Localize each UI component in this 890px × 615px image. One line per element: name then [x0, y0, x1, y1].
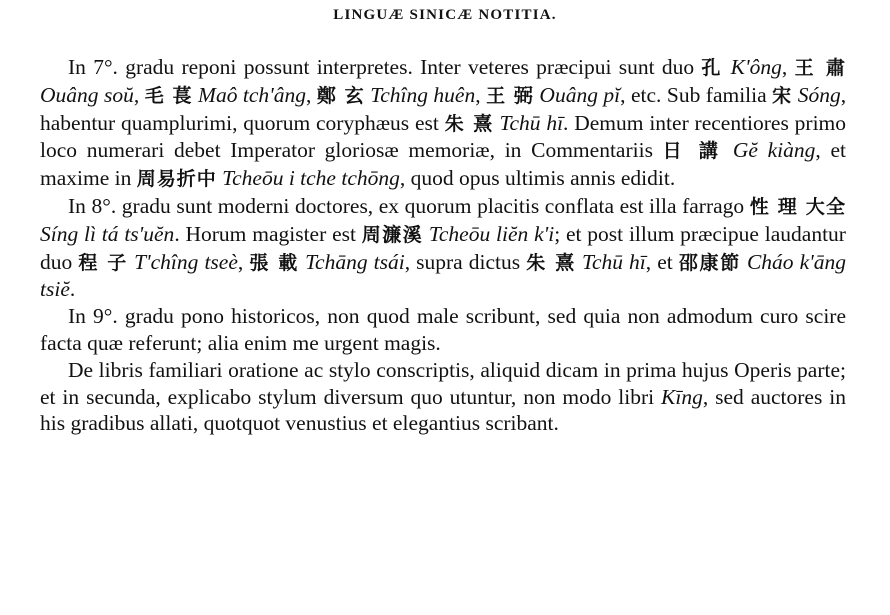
text-run: , sed auctores in his gradibus allati, quotquot venustius et elegantius scribant. — [40, 384, 846, 436]
romanization: Tcheōu i tche tchōng — [222, 166, 400, 191]
paragraph-gradus-7 — [40, 54, 846, 193]
text-run: , quod opus ultimis annis edidit. — [399, 166, 676, 191]
text-run: In 8°. gradu sunt moderni doctores, ex quorum placitis conflata est illa farrago — [68, 193, 750, 218]
text-run: , — [133, 82, 145, 107]
text-run: . Demum inter recentiores primo loco numerari debet Imperator gloriosæ memoriæ, in Commentariis — [40, 110, 847, 163]
chinese-characters: 日 講 — [662, 140, 724, 163]
text-run — [723, 55, 730, 79]
text-run: , supra dictus — [404, 249, 527, 274]
text-run — [723, 138, 733, 162]
text-run: , — [781, 55, 795, 79]
chinese-characters: 王 肅 — [794, 57, 847, 79]
text-run: In 7°. gradu reponi possunt interpretes. Inter veteres præcipui sunt duo — [68, 55, 702, 79]
body-text — [40, 54, 846, 437]
paragraph-familiar-books — [40, 357, 846, 437]
romanization: Ouâng pĭ — [539, 82, 621, 107]
chinese-characters: 周濂溪 — [361, 223, 424, 246]
romanization: Gĕ kiàng — [732, 138, 816, 163]
chinese-characters: 周易折中 — [136, 168, 217, 191]
text-run: In 9°. gradu pono historicos, non quod male scribunt, sed quia non admodum curo scire facta quæ referunt; alia enim me urgent magis. — [40, 304, 846, 355]
chinese-characters: 王 弼 — [486, 84, 534, 107]
chinese-characters: 鄭 玄 — [316, 84, 365, 107]
text-run: , — [475, 82, 487, 107]
romanization: Tcheōu liĕn k'i — [428, 221, 555, 246]
chinese-characters: 宋 — [772, 84, 793, 107]
romanization: T'chîng tseè — [134, 249, 238, 274]
text-run: , — [306, 82, 317, 107]
chinese-characters: 毛 萇 — [144, 84, 193, 107]
romanization: Tchū hī — [581, 249, 646, 274]
chinese-characters: 朱 熹 — [444, 112, 494, 135]
chinese-characters: 孔 — [701, 57, 724, 79]
romanization: Tchū hī — [499, 110, 564, 135]
romanization: K'ông — [730, 55, 782, 79]
chinese-characters: 張 載 — [249, 251, 299, 274]
text-run: , — [237, 249, 250, 274]
text-run: De libris familiari oratione ac stylo conscriptis, aliquid dicam in prima hujus Operis parte; et in secunda, explicabo stylum diversum quo utuntur, non modo libri — [40, 357, 846, 409]
chinese-characters: 朱 熹 — [526, 251, 576, 274]
text-run: , etc. Sub familia — [620, 82, 773, 107]
text-run: ; et post illum præcipue laudantur duo — [40, 221, 846, 274]
romanization: Tchîng huên — [370, 82, 476, 107]
running-title: LINGUÆ SINICÆ NOTITIA. — [333, 7, 557, 23]
text-run: . Horum magister est — [174, 221, 362, 246]
romanization: Maô tch'âng — [198, 82, 307, 107]
romanization: Cháo k'āng tsiĕ — [40, 249, 846, 302]
chinese-characters: 邵康節 — [678, 251, 741, 274]
romanization: Tchāng tsái — [305, 249, 405, 274]
chinese-characters: 性 理 大全 — [749, 195, 847, 218]
romanization: Ouâng soŭ — [40, 82, 134, 107]
romanization: Sóng — [797, 82, 841, 107]
chinese-characters: 程 子 — [78, 251, 128, 274]
paragraph-gradus-8 — [40, 193, 846, 303]
paragraph-gradus-9 — [40, 303, 846, 357]
text-run: , et maxime in — [40, 138, 846, 191]
text-run: , et — [645, 249, 679, 274]
romanization: Kīng — [661, 384, 703, 409]
text-run: . — [69, 277, 76, 302]
romanization: Síng lì tá ts'uĕn — [40, 221, 175, 246]
text-run: , habentur quamplurimi, quorum coryphæus est — [40, 82, 847, 135]
